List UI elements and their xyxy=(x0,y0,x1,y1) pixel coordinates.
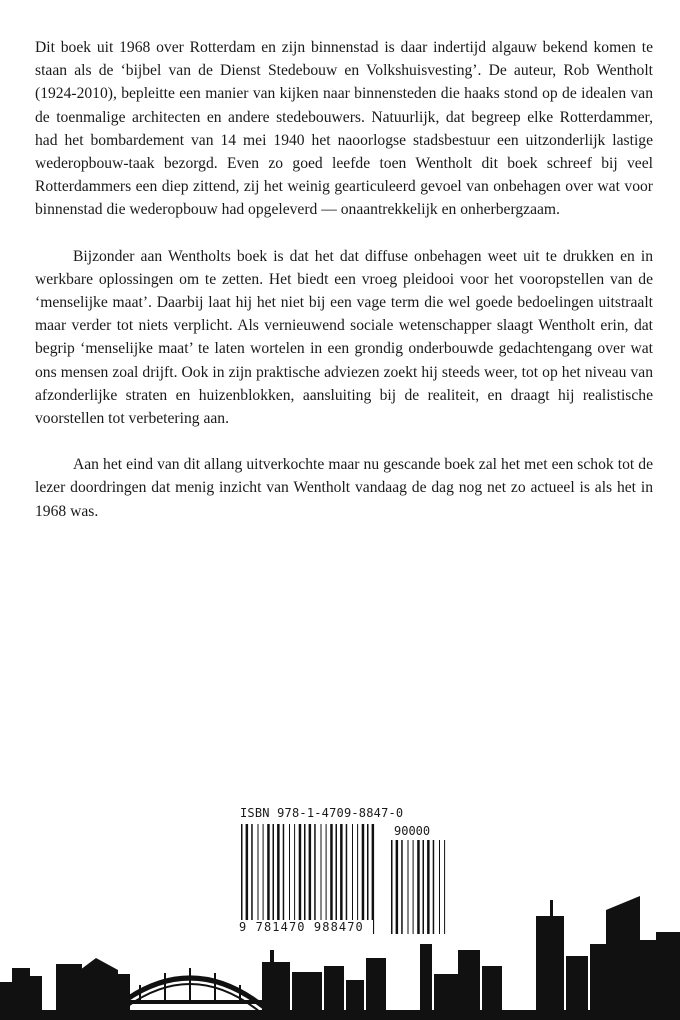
paragraph-conclusion: Aan het eind van dit allang uitverkochte maar nu gescande boek zal het met een schok tot de lezer doordringen dat menig inzicht van Wentholt vandaag de dag nog net zo actueel is als het in 1968 was. xyxy=(35,456,653,520)
ean-digits: 9 781470 988470 xyxy=(239,920,373,934)
paragraph-human-scale: Bijzonder aan Wentholts boek is dat het dat diffuse onbehagen weet uit te drukken en in werkbare oplossingen om te zetten. Het biedt een vroeg pleidooi voor het vooropstellen van de ‘menselijke maat’. Daarbij laat hij het niet bij een vage term die wel goede bedoelingen uitstraalt maar verder tot niets verplicht. Als vernieuwend sociale wetenschapper slaagt Wentholt erin, dat begrip ‘menselijke maat’ te laten wortelen in een grondig onderbouwde gedachtengang over wat ons mensen zoal drijft. Ook in zijn praktische adviezen zoekt hij steeds weer, tot op het niveau van afzonderlijke straten en huizenblokken, aansluiting bij de realiteit, en draagt hij realistische voorstellen tot verbetering aan. xyxy=(35,247,653,428)
rotterdam-skyline xyxy=(0,870,680,1020)
isbn-label: ISBN 978-1-4709-8847-0 xyxy=(240,806,404,820)
barcode-addon: 90000 xyxy=(394,824,431,838)
back-cover-text xyxy=(35,36,653,523)
paragraph-intro: Dit boek uit 1968 over Rotterdam en zijn binnenstad is daar indertijd algauw bekend komen te staan als de ‘bijbel van de Dienst Stedebouw en Volkshuisvesting’. De auteur, Rob Wentholt (1924-2010), bepleitte een manier van kijken naar binnensteden die haaks stond op de idealen van de toenmalige architecten en andere stedebouwers. Natuurlijk, dat begreep elke Rotterdammer, had het bombardement van 14 mei 1940 het naoorlogse stadsbestuur een uitzonderlijk lastige wederopbouw-taak bezorgd. Even zo goed leefde toen Wentholt dit boek schreef bij veel Rotterdammers een diep zittend, zij het weinig gearticuleerd gevoel van onbehagen over wat voor binnenstad die wederopbouw had opgeleverd — onaantrekkelijk en onherbergzaam. xyxy=(35,39,653,219)
